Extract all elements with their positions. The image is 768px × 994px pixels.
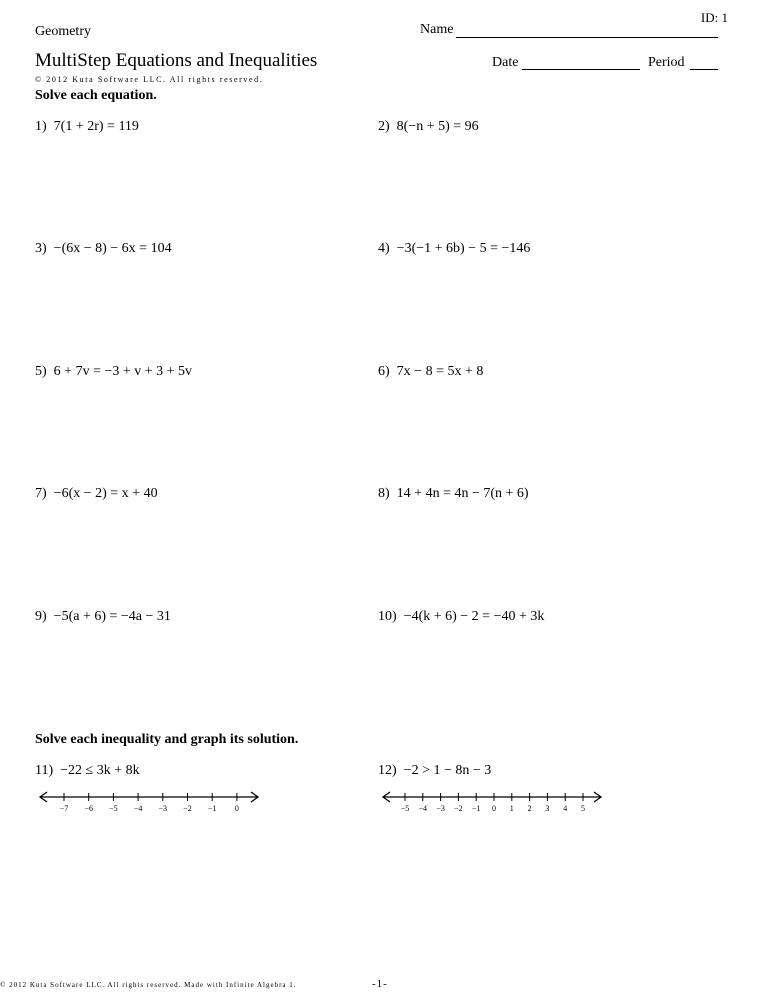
problem-expression: 8(−n + 5) = 96 [396, 119, 479, 134]
problem-expression: 14 + 4n = 4n − 7(n + 6) [396, 486, 529, 501]
problem-number: 8) [378, 486, 390, 501]
problem-expression: −22 ≤ 3k + 8k [60, 763, 140, 778]
footer-copyright: © 2012 Kuta Software LLC. All rights reserved. Made with Infinite Algebra 1. [0, 981, 297, 989]
tick-label: −5 [400, 804, 410, 813]
problem-number: 3) [35, 241, 47, 256]
tick-label: −5 [109, 804, 118, 813]
problem-expression: −(6x − 8) − 6x = 104 [53, 241, 172, 256]
date-label: Date [492, 55, 519, 70]
tick-label: 2 [527, 804, 532, 813]
problem-expression: 7x − 8 = 5x + 8 [396, 364, 484, 379]
problem-number: 1) [35, 119, 47, 134]
problem-number: 4) [378, 241, 390, 256]
tick-label: −4 [418, 804, 428, 813]
problem-expression: −5(a + 6) = −4a − 31 [53, 609, 171, 624]
problem-number: 6) [378, 364, 390, 379]
page-number: -1- [372, 978, 388, 990]
problem-number: 5) [35, 364, 47, 379]
problem-number: 10) [378, 609, 397, 624]
worksheet-id: ID: 1 [700, 10, 728, 25]
tick-label: 4 [563, 804, 568, 813]
tick-label: −3 [158, 804, 168, 813]
problem-expression: −6(x − 2) = x + 40 [53, 486, 158, 501]
section-heading-inequalities: Solve each inequality and graph its solution. [35, 732, 299, 747]
name-label: Name [420, 22, 454, 37]
worksheet-title: MultiStep Equations and Inequalities [35, 50, 318, 71]
problem-expression: 7(1 + 2r) = 119 [53, 119, 139, 134]
tick-label: 0 [234, 804, 239, 813]
tick-label: 5 [581, 804, 585, 813]
problem-number: 2) [378, 119, 390, 134]
tick-label: −2 [183, 804, 192, 813]
problem-expression: −3(−1 + 6b) − 5 = −146 [396, 241, 531, 256]
tick-label: 3 [545, 804, 550, 813]
problem-expression: −4(k + 6) − 2 = −40 + 3k [403, 609, 545, 624]
tick-label: −3 [436, 804, 445, 813]
tick-label: 0 [492, 804, 496, 813]
section-heading-equations: Solve each equation. [35, 88, 157, 103]
tick-label: 1 [509, 804, 514, 813]
tick-label: −1 [207, 804, 217, 813]
tick-label: −2 [454, 804, 463, 813]
problem-number: 9) [35, 609, 47, 624]
problem-expression: 6 + 7v = −3 + v + 3 + 5v [53, 364, 193, 379]
problem-expression: −2 > 1 − 8n − 3 [403, 763, 492, 778]
problem-number: 11) [35, 763, 54, 778]
tick-label: −4 [133, 804, 143, 813]
course-name: Geometry [35, 24, 91, 39]
tick-label: −1 [471, 804, 481, 813]
period-label: Period [648, 55, 685, 70]
problem-number: 12) [378, 763, 397, 778]
tick-label: −7 [59, 804, 69, 813]
copyright-notice: © 2012 Kuta Software LLC. All rights reserved. [35, 75, 264, 84]
tick-label: −6 [84, 804, 93, 813]
problem-number: 7) [35, 486, 47, 501]
